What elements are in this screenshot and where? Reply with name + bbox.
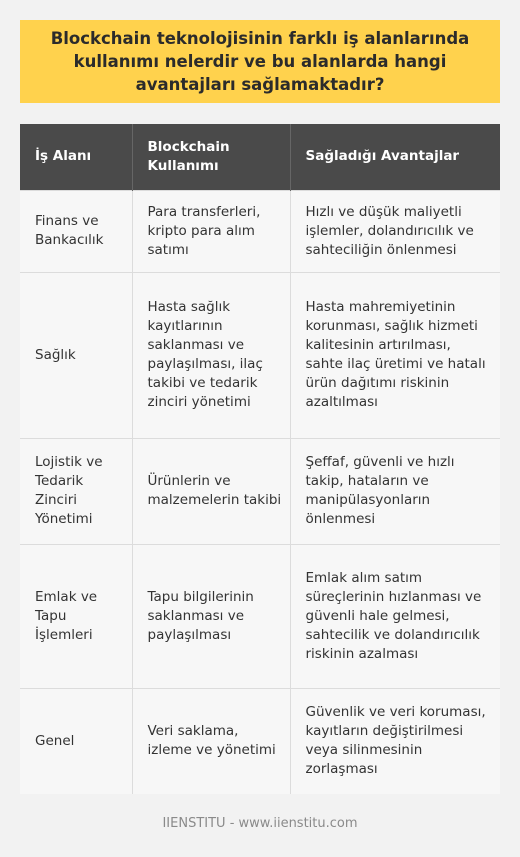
table-row: [20, 190, 500, 272]
cell-area: Sağlık: [20, 272, 132, 438]
cell-area: Genel: [20, 688, 132, 794]
table-row: [20, 544, 500, 688]
header-avantajlar: Sağladığı Avantajlar: [290, 124, 500, 190]
table-header-row: [20, 124, 500, 190]
cell-usage: Ürünlerin ve malzemelerin takibi: [132, 438, 290, 544]
cell-advantages: Hasta mahremiyetinin korunması, sağlık hizmeti kalitesinin artırılması, sahte ilaç üretimi ve hatalı ürün dağıtımı riskinin azaltılması: [290, 272, 500, 438]
title-banner: [20, 20, 500, 103]
cell-area: Finans ve Bankacılık: [20, 190, 132, 272]
comparison-table: [20, 124, 500, 794]
cell-area: Emlak ve Tapu İşlemleri: [20, 544, 132, 688]
cell-usage: Tapu bilgilerinin saklanması ve paylaşılması: [132, 544, 290, 688]
cell-advantages: Şeffaf, güvenli ve hızlı takip, hataların ve manipülasyonların önlenmesi: [290, 438, 500, 544]
cell-advantages: Emlak alım satım süreçlerinin hızlanması ve güvenli hale gelmesi, sahtecilik ve dolandırıcılık riskinin azalması: [290, 544, 500, 688]
table-row: [20, 688, 500, 794]
header-blockchain-kullanimi: Blockchain Kullanımı: [132, 124, 290, 190]
table-row: [20, 272, 500, 438]
cell-usage: Hasta sağlık kayıtlarının saklanması ve paylaşılması, ilaç takibi ve tedarik zinciri yönetimi: [132, 272, 290, 438]
cell-advantages: Güvenlik ve veri koruması, kayıtların değiştirilmesi veya silinmesinin zorlaşması: [290, 688, 500, 794]
cell-area: Lojistik ve Tedarik Zinciri Yönetimi: [20, 438, 132, 544]
cell-usage: Para transferleri, kripto para alım satımı: [132, 190, 290, 272]
page-title: Blockchain teknolojisinin farklı iş alanlarında kullanımı nelerdir ve bu alanlarda hangi avantajları sağlamaktadır?: [50, 29, 470, 94]
header-is-alani: İş Alanı: [20, 124, 132, 190]
cell-usage: Veri saklama, izleme ve yönetimi: [132, 688, 290, 794]
cell-advantages: Hızlı ve düşük maliyetli işlemler, dolandırıcılık ve sahteciliğin önlenmesi: [290, 190, 500, 272]
footer-credit: IIENSTITU - www.iienstitu.com: [162, 816, 358, 831]
table-row: [20, 438, 500, 544]
